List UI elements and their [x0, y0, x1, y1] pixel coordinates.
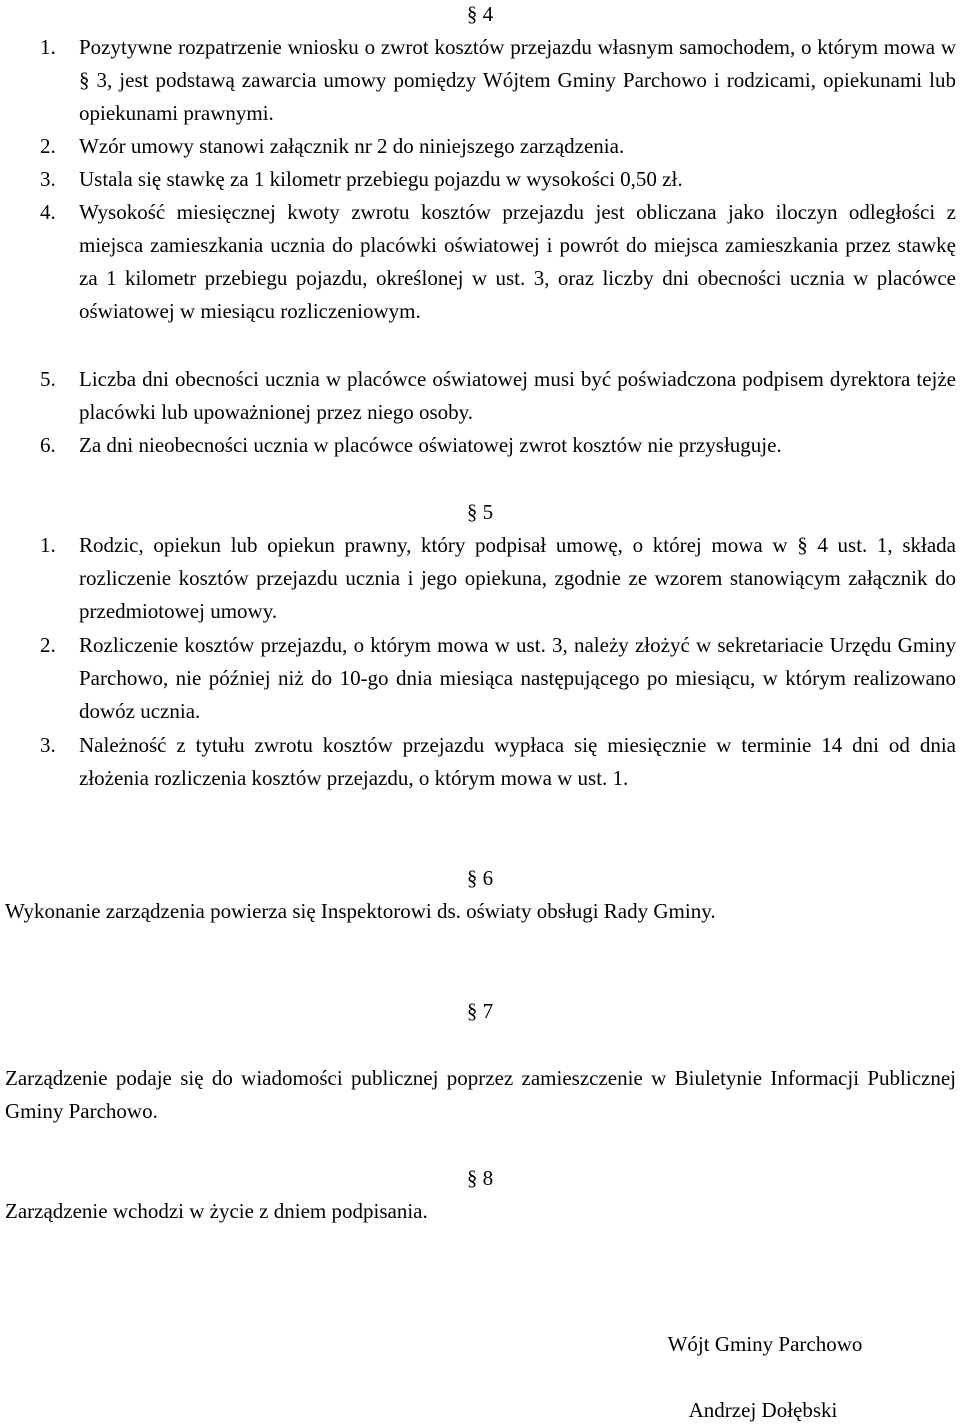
item-number: 3.: [40, 733, 56, 757]
section-8-mark: § 8: [466, 1166, 494, 1190]
item-text: Liczba dni obecności ucznia w placówce oświatowej musi być poświadczona podpisem dyrektora tejże placówki lub upoważnionej przez niego osoby.: [79, 367, 956, 424]
section-4-mark: § 4: [466, 2, 494, 26]
section-4-item-1: [0, 31, 956, 130]
item-number: 3.: [40, 167, 56, 191]
item-text: Rodzic, opiekun lub opiekun prawny, który podpisał umowę, o której mowa w § 4 ust. 1, składa rozliczenie kosztów przejazdu ucznia i jego opiekuna, zgodnie ze wzorem stanowiącym załącznik do przedmiotowej umowy.: [79, 533, 956, 623]
item-number: 1.: [40, 533, 56, 557]
section-4-item-6: [0, 429, 956, 462]
item-text: Ustala się stawkę za 1 kilometr przebiegu pojazdu w wysokości 0,50 zł.: [79, 167, 683, 191]
section-7-mark: § 7: [466, 999, 494, 1023]
item-text: Należność z tytułu zwrotu kosztów przejazdu wypłaca się miesięcznie w terminie 14 dni od dnia złożenia rozliczenia kosztów przejazdu, o którym mowa w ust. 1.: [79, 733, 956, 790]
section-5-item-2: [0, 629, 956, 728]
signature-name: Andrzej Dołębski: [688, 1398, 838, 1422]
section-4-item-4: [0, 196, 956, 328]
item-number: 1.: [40, 35, 56, 59]
section-8-text: Zarządzenie wchodzi w życie z dniem podpisania.: [5, 1199, 428, 1223]
section-4-item-2: [0, 130, 956, 163]
item-number: 6.: [40, 433, 56, 457]
item-number: 2.: [40, 633, 56, 657]
item-text: Wzór umowy stanowi załącznik nr 2 do niniejszego zarządzenia.: [79, 134, 625, 158]
section-5-mark: § 5: [466, 500, 494, 524]
section-4-item-5: [0, 363, 956, 429]
signature-title: Wójt Gminy Parchowo: [667, 1332, 863, 1356]
section-6-text: Wykonanie zarządzenia powierza się Inspektorowi ds. oświaty obsługi Rady Gminy.: [5, 899, 716, 923]
item-text: Wysokość miesięcznej kwoty zwrotu kosztów przejazdu jest obliczana jako iloczyn odległości z miejsca zamieszkania ucznia do placówki oświatowej i powrót do miejsca zamieszkania przez stawkę za 1 kilometr przebiegu pojazdu, określonej w ust. 3, oraz liczby dni obecności ucznia w placówce oświatowej w miesiącu rozliczeniowym.: [79, 200, 956, 323]
section-4-item-3: [0, 163, 956, 196]
item-text: Za dni nieobecności ucznia w placówce oświatowej zwrot kosztów nie przysługuje.: [79, 433, 782, 457]
section-5-item-1: [0, 529, 956, 628]
item-number: 5.: [40, 367, 56, 391]
item-text: Rozliczenie kosztów przejazdu, o którym mowa w ust. 3, należy złożyć w sekretariacie Urzędu Gminy Parchowo, nie później niż do 10-go dnia miesiąca następującego po miesiącu, w którym realizowano dowóz ucznia.: [79, 633, 956, 723]
item-number: 2.: [40, 134, 56, 158]
section-5-item-3: [0, 729, 956, 795]
item-number: 4.: [40, 200, 56, 224]
item-text: Pozytywne rozpatrzenie wniosku o zwrot kosztów przejazdu własnym samochodem, o którym mowa w § 3, jest podstawą zawarcia umowy pomiędzy Wójtem Gminy Parchowo i rodzicami, opiekunami lub opiekunami prawnymi.: [79, 35, 956, 125]
section-7-text: Zarządzenie podaje się do wiadomości publicznej poprzez zamieszczenie w Biuletynie Informacji Publicznej Gminy Parchowo.: [5, 1066, 956, 1123]
section-6-mark: § 6: [466, 866, 494, 890]
